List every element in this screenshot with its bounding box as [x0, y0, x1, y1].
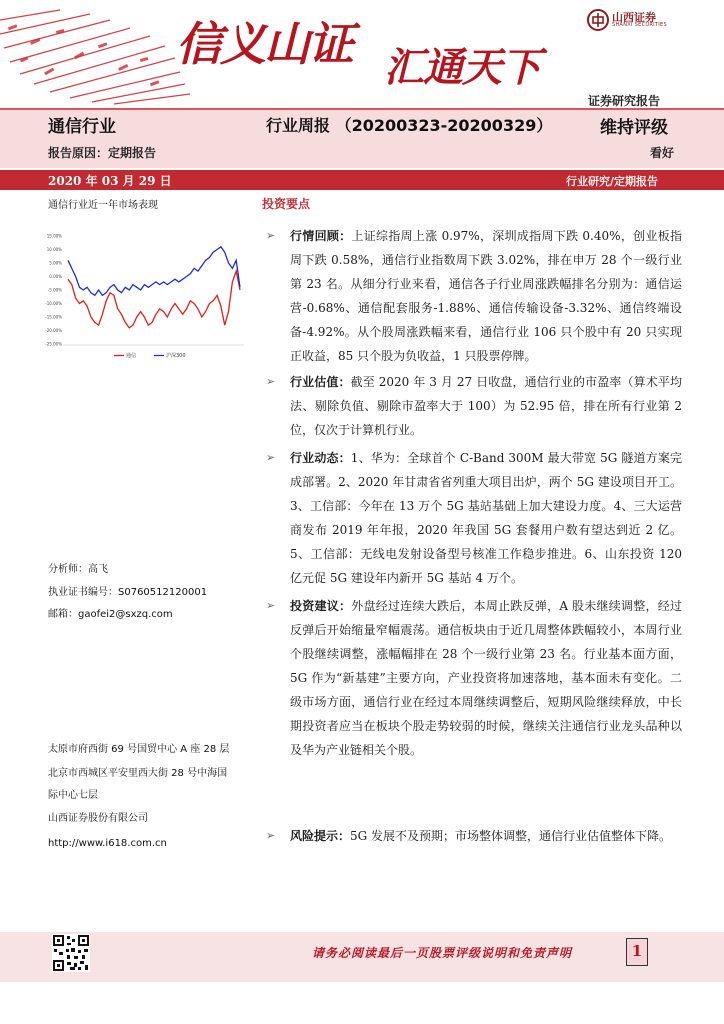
report-category: 行业研究/定期报告 — [566, 175, 659, 188]
company-logo-cn: 山西证券 — [612, 11, 656, 24]
y-tick-label: -5.00% — [47, 287, 62, 293]
company-website[interactable]: http://www.i618.com.cn — [48, 838, 167, 849]
section-risk — [266, 824, 682, 848]
legend-label: 通信 — [126, 353, 137, 359]
section-text: 1、华为：全球首个 C-Band 300M 最大带宽 5G 隧道方案完成部署。2、2020 年甘肃省省列重大项目出炉，两个 5G 建设项目开工。3、工信部：今年在 13 万个 5G 基站基础上加大建设力度。4、三大运营商发布 2019 年年报，2020 年我国 5G 套餐用户数有望达到近 2 亿。5、工信部：无线电发射设备型号核准工作稳步推进。6、山东投资 120 亿元促 5G 建设年内新开 5G 基站 4 万个。 — [290, 451, 682, 585]
company-logo-en: SHANXI SECURITIES — [612, 22, 667, 28]
rating-label: 维持评级 — [600, 118, 668, 138]
company-logo-icon — [586, 8, 610, 32]
report-reason: 报告原因：定期报告 — [48, 146, 157, 160]
analyst-email: 邮箱：gaofei2@sxzq.com — [48, 609, 173, 620]
industry-title: 通信行业 — [48, 117, 116, 137]
section-lead: 行情回顾： — [290, 229, 352, 243]
y-tick-label: -25.00% — [45, 341, 62, 347]
series-line-1 — [68, 247, 240, 296]
y-tick-label: 5.00% — [49, 260, 62, 266]
y-tick-label: -15.00% — [45, 314, 62, 320]
analyst-cert: 执业证书编号：S0760512120001 — [48, 587, 208, 598]
bullet-arrow-icon: ➢ — [266, 451, 276, 464]
section-lead: 行业估值： — [290, 375, 351, 389]
report-type-label: 证券研究报告 — [588, 94, 661, 108]
bullet-arrow-icon: ➢ — [266, 599, 276, 612]
section-lead: 行业动态： — [290, 451, 351, 465]
series-line-0 — [68, 271, 240, 328]
address-beijing: 北京市西城区平安里西大街 28 号中海国 — [48, 768, 228, 779]
market-performance-chart — [40, 212, 252, 362]
bullet-arrow-icon: ➢ — [266, 375, 276, 388]
weekly-report-title: 行业周报 （20200323-20200329） — [266, 116, 553, 135]
company-name: 山西证券股份有限公司 — [48, 813, 148, 824]
report-date: 2020 年 03 月 29 日 — [48, 174, 172, 188]
section-valuation — [266, 370, 682, 442]
chart-title: 通信行业近一年市场表现 — [48, 200, 158, 211]
bullet-arrow-icon: ➢ — [266, 229, 276, 242]
y-tick-label: 0.00% — [49, 274, 62, 279]
qr-code-icon[interactable] — [52, 934, 90, 972]
legend-label: 沪深300 — [166, 353, 186, 359]
y-tick-label: -20.00% — [45, 328, 62, 333]
address-taiyuan: 太原市府西街 69 号国贸中心 A 座 28 层 — [48, 744, 230, 755]
page-number: 1 — [631, 942, 643, 960]
section-text: 外盘经过连续大跌后，本周止跌反弹，A 股未继续调整，经过反弹后开始缩量窄幅震荡。通信板块由于近几周整体跌幅较小，本周行业个股继续调整，涨幅幅排在 28 个一级行业第 23 名。行业基本面方面，5G 作为“新基建”主要方向，产业投资将加速落地，基本面未有变化。二级市场方面，通信行业在经过本周继续调整后，短期风险继续释放，中长期投资者应当在板块个股走势较弱的时候，继续关注通信行业龙头品种以及华为产业链相关个股。 — [290, 599, 682, 757]
slogan-right: 汇通天下 — [384, 44, 540, 91]
section-lead: 投资建议： — [290, 599, 352, 613]
analyst-name: 分析师：高飞 — [48, 564, 108, 575]
y-tick-label: 15.00% — [46, 233, 62, 239]
section-market-review — [266, 224, 682, 368]
section-text: 截至 2020 年 3 月 27 日收盘，通信行业的市盈率（算术平均法、剔除负值、剔除市盈率大于 100）为 52.95 倍，排在所有行业第 2 位，仅次于计算机行业。 — [290, 375, 682, 437]
section-investment-advice — [266, 594, 682, 762]
section-text: 5G 发展不及预期；市场整体调整，通信行业估值整体下降。 — [350, 829, 672, 843]
slogan-left: 信义山证 — [176, 17, 352, 71]
disclaimer-note: 请务必阅读最后一页股票评级说明和免责声明 — [312, 946, 573, 960]
y-tick-label: 10.00% — [46, 247, 62, 252]
section-industry-news — [266, 446, 682, 590]
y-tick-label: -10.00% — [45, 301, 62, 306]
section-text: 上证综指周上涨 0.97%，深圳成指周下跌 0.40%，创业板指周下跌 0.58%，通信行业指数周下跌 3.02%，排在申万 28 个一级行业第 23 名。从细分行业来看，通信各子行业周涨跌幅排名分别为：通信运营-0.68%、通信配套服务-1.88%、通信传输设备-3.32%、通信终端设备-4.92%。从个股周涨跌幅来看，通信行业 106 只个股中有 20 只实现正收益，85 只个股为负收益，1 只股票停牌。 — [290, 229, 682, 363]
bullet-arrow-icon: ➢ — [266, 829, 276, 842]
rating-view: 看好 — [650, 146, 675, 160]
address-beijing-cont: 际中心七层 — [48, 790, 98, 801]
section-heading: 投资要点 — [262, 197, 311, 211]
section-lead: 风险提示： — [290, 829, 351, 843]
